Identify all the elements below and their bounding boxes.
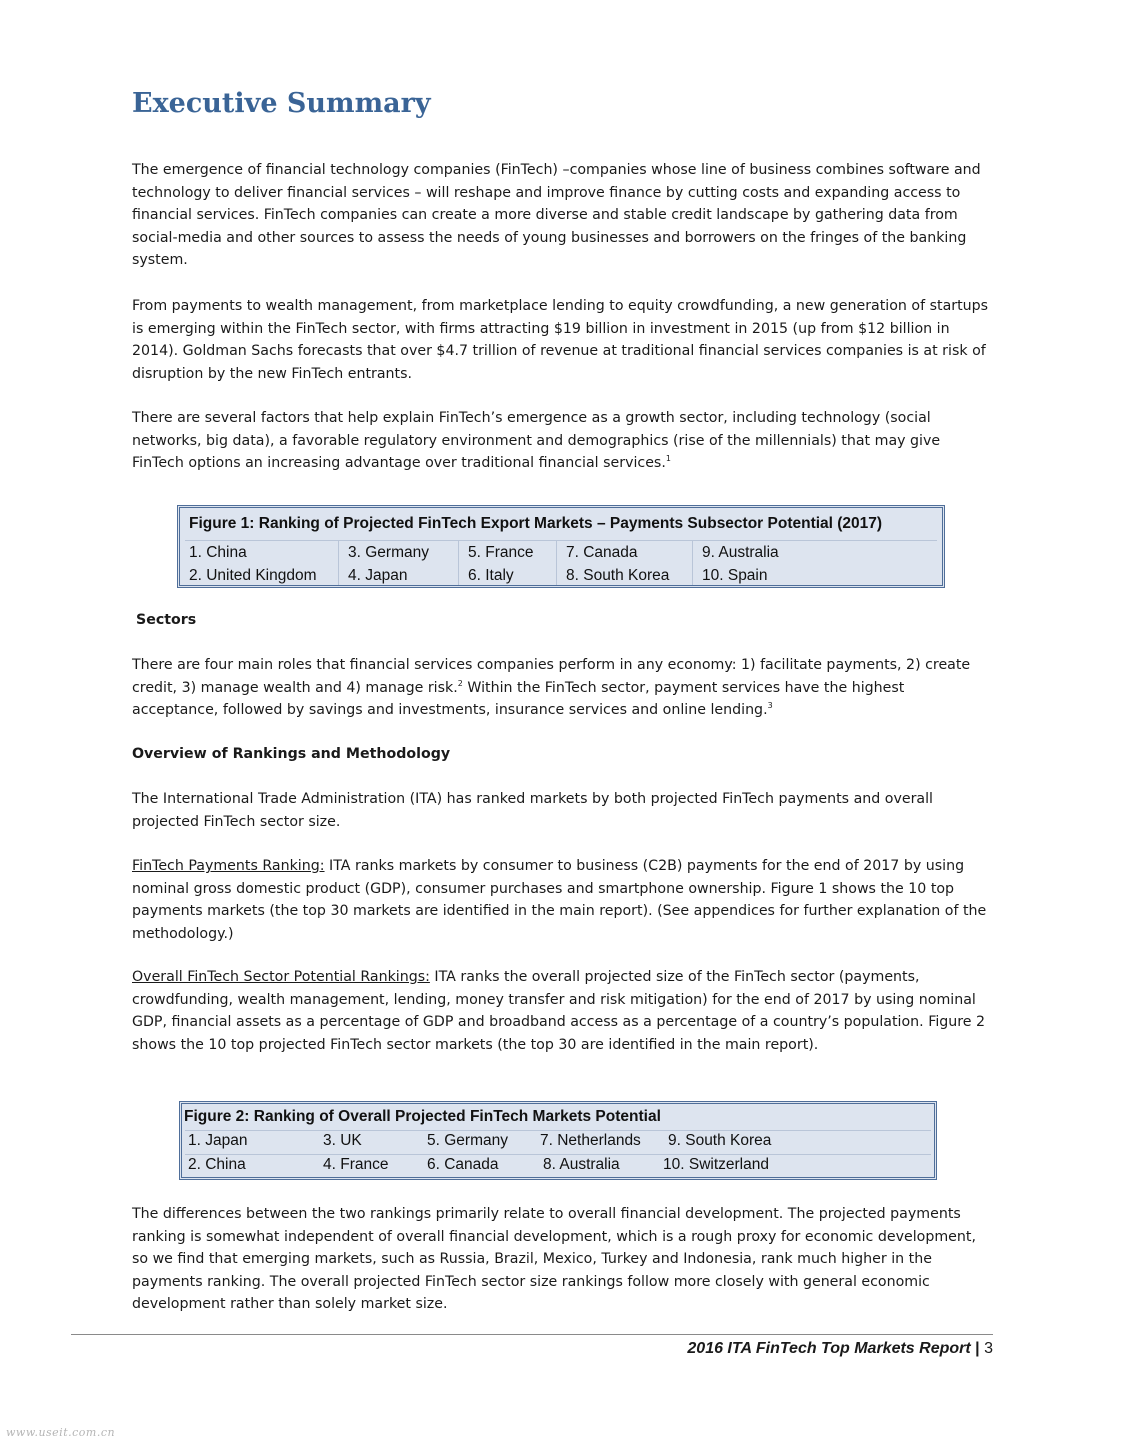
figure-1-cell: 1. China — [189, 544, 247, 561]
figure-1-cell: 4. Japan — [348, 567, 408, 584]
footer-separator: | — [975, 1340, 980, 1357]
figure-1-col-line — [338, 541, 339, 585]
figure-1-cell: 10. Spain — [702, 567, 768, 584]
paragraph-factors: There are several factors that help explain FinTech’s emergence as a growth sector, including technology (social networks, big data), a favorable regulatory environment and demographics (rise of the millennials) that may give FinTech options an increasing advantage over traditional financial services.$^1$ — [132, 410, 941, 471]
section-heading-sectors: Sectors — [136, 612, 197, 628]
figure-1-cell: 2. United Kingdom — [189, 567, 317, 584]
figure-1-cell: 5. France — [468, 544, 534, 561]
figure-1-cell: 7. Canada — [566, 544, 638, 561]
figure-2-title: Figure 2: Ranking of Overall Projected FinTech Markets Potential — [184, 1108, 661, 1125]
figure-1-title: Figure 1: Ranking of Projected FinTech Export Markets – Payments Subsector Potential (2017) — [189, 515, 883, 532]
footer-divider — [71, 1334, 993, 1335]
figure-2-cell: 7. Netherlands — [540, 1132, 641, 1149]
figure-2-cell: 3. UK — [323, 1132, 362, 1149]
section-heading-overview: Overview of Rankings and Methodology — [132, 746, 451, 762]
sector-rankings-label: Overall FinTech Sector Potential Rankings: — [132, 969, 430, 985]
page-footer — [687, 1340, 993, 1358]
footnote-ref-2: 2 — [457, 678, 463, 688]
paragraph-payments-ranking: FinTech Payments Ranking: ITA ranks markets by consumer to business (C2B) payments for the end of 2017 by using nominal gross domestic product (GDP), consumer purchases and smartphone ownership. Figure 1 shows the 10 top payments markets (the top 30 markets are identified in the main report). (See appendices for further explanation of the methodology.) — [132, 858, 987, 942]
footer-report-title: 2016 ITA FinTech Top Markets Report — [687, 1340, 971, 1357]
figure-2-table — [179, 1101, 937, 1180]
paragraph-intro: The emergence of financial technology companies (FinTech) –companies whose line of business combines software and technology to deliver financial services – will reshape and improve finance by cutting costs and expanding access to financial services. FinTech companies can create a more diverse and stable credit landscape by gathering data from social-media and other sources to assess the needs of young businesses and borrowers on the fringes of the banking system. — [132, 162, 981, 268]
figure-1-col-line — [692, 541, 693, 585]
figure-2-cell: 1. Japan — [188, 1132, 248, 1149]
payments-ranking-label: FinTech Payments Ranking: — [132, 858, 325, 874]
figure-2-cell: 8. Australia — [543, 1156, 620, 1173]
footnote-ref-1: 1 — [665, 454, 671, 463]
watermark: www.useit.com.cn — [6, 1426, 116, 1439]
paragraph-sectors: There are four main roles that financial services companies perform in any economy: 1) facilitate payments, 2) create credit, 3) manage wealth and 4) manage risk.$^2$ Within the FinTech sector, payment services have the highest acceptance, followed by savings and investments, insurance services and online lending.$^3$ — [132, 657, 971, 718]
figure-2-cell: 9. South Korea — [668, 1132, 772, 1149]
figure-2-cell: 6. Canada — [427, 1156, 499, 1173]
figure-1-cell: 3. Germany — [348, 544, 429, 561]
figure-1-col-line — [458, 541, 459, 585]
paragraph-ita: The International Trade Administration (ITA) has ranked markets by both projected FinTech payments and overall projected FinTech sector size. — [132, 791, 933, 830]
paragraph-sector-rankings: Overall FinTech Sector Potential Rankings: ITA ranks the overall projected size of the FinTech sector (payments, crowdfunding, wealth management, lending, money transfer and risk mitigation) for the end of 2017 by using nominal GDP, financial assets as a percentage of GDP and broadband access as a percentage of a country’s population. Figure 2 shows the 10 top projected FinTech sector markets (the top 30 are identified in the main report). — [132, 969, 986, 1053]
figure-1-col-line — [556, 541, 557, 585]
paragraph-startups: From payments to wealth management, from marketplace lending to equity crowdfunding, a new generation of startups is emerging within the FinTech sector, with firms attracting $19 billion in investment in 2015 (up from $12 billion in 2014). Goldman Sachs forecasts that over $4.7 trillion of revenue at traditional financial services companies is at risk of disruption by the new FinTech entrants. — [132, 298, 989, 382]
page-number: 3 — [984, 1340, 993, 1357]
figure-2-divider — [185, 1154, 931, 1155]
figure-2-cell: 4. France — [323, 1156, 389, 1173]
footnote-ref-3: 3 — [767, 701, 773, 710]
figure-2-divider — [185, 1130, 931, 1131]
figure-1-cell: 8. South Korea — [566, 567, 670, 584]
figure-1-cell: 6. Italy — [468, 567, 514, 584]
figure-2-cell: 5. Germany — [427, 1132, 508, 1149]
paragraph-differences: The differences between the two rankings primarily relate to overall financial development. The projected payments ranking is somewhat independent of overall financial development, which is a rough proxy for economic development, so we find that emerging markets, such as Russia, Brazil, Mexico, Turkey and Indonesia, rank much higher in the payments ranking. The overall projected FinTech sector size rankings follow more closely with general economic development rather than solely market size. — [132, 1206, 976, 1312]
figure-1-table — [177, 505, 945, 588]
figure-2-cell: 2. China — [188, 1156, 246, 1173]
figure-1-cell: 9. Australia — [702, 544, 779, 561]
figure-2-cell: 10. Switzerland — [663, 1156, 769, 1173]
page-title: Executive Summary — [132, 88, 431, 119]
figure-1-divider — [185, 540, 937, 541]
